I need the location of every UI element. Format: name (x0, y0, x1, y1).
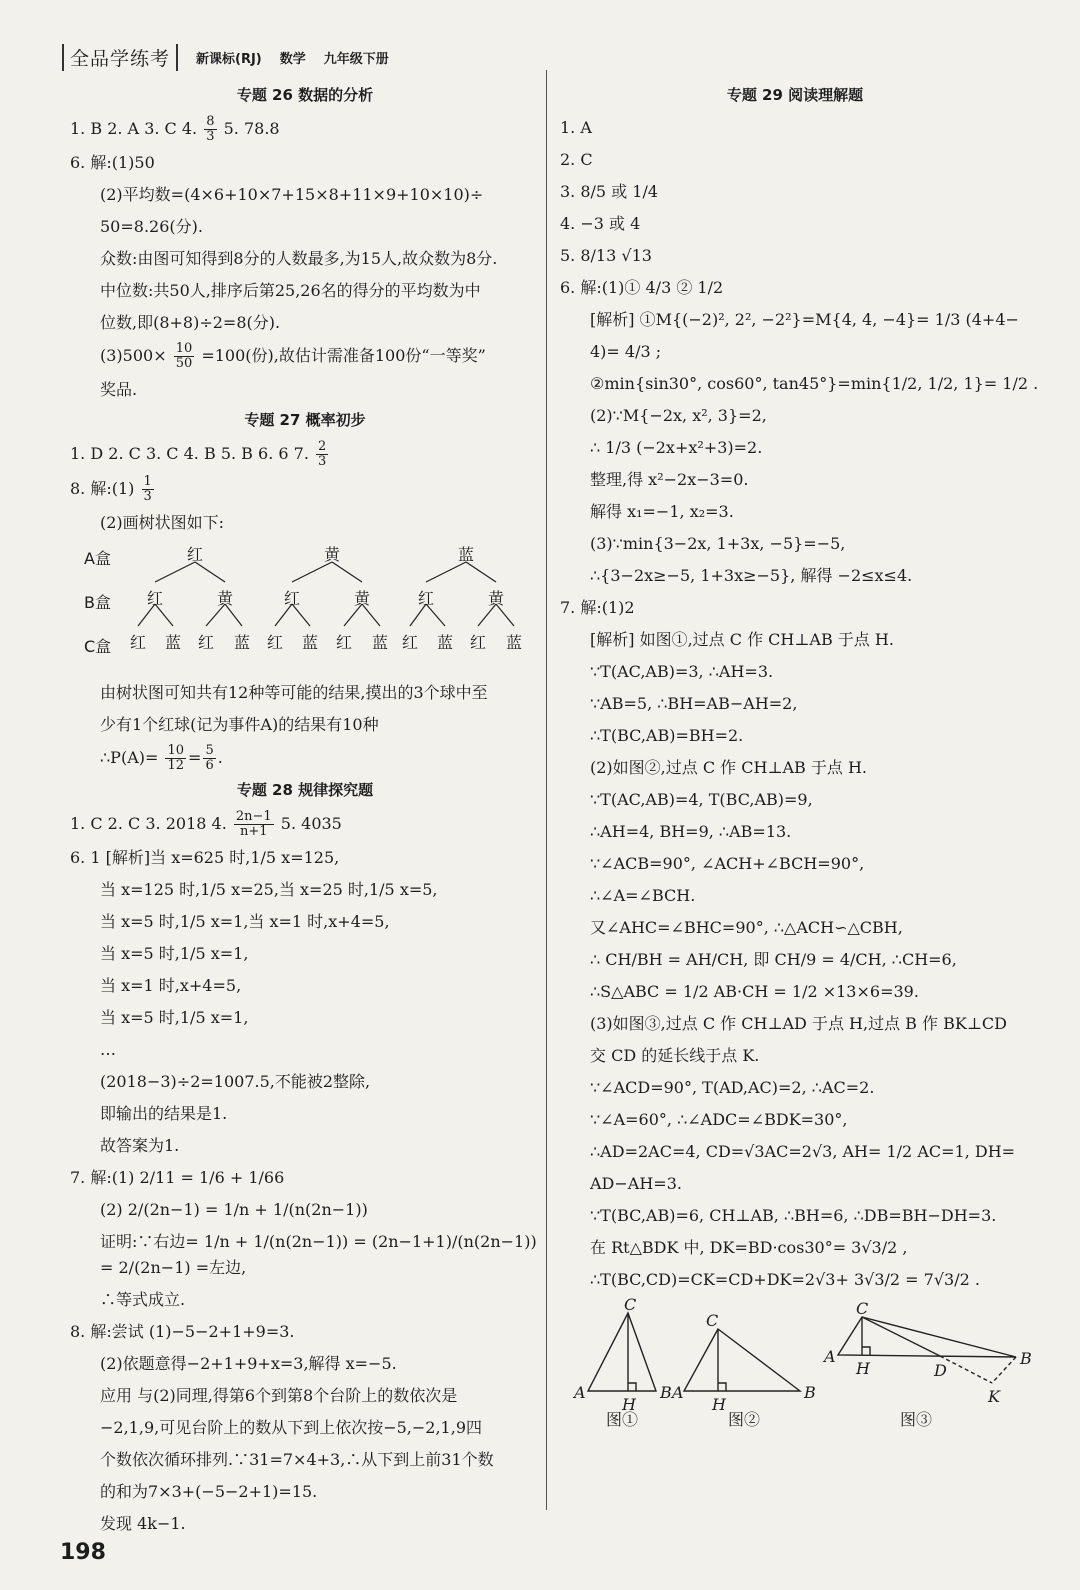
denominator: 3 (318, 454, 327, 469)
point-label: A (824, 1347, 836, 1366)
edition: 新课标(RJ) (196, 52, 262, 67)
answer-line (70, 342, 540, 371)
point-label: A (574, 1383, 586, 1402)
point-label: C (706, 1311, 719, 1330)
section-title-27: 专题 27 概率初步 (244, 411, 366, 429)
answer-line: 2. C (560, 150, 593, 169)
answer-line: (2018−3)÷2=1007.5,不能被2整除, (100, 1072, 371, 1091)
tree-node: 红 (336, 633, 353, 652)
figure-caption: 图③ (900, 1410, 933, 1429)
tree-node: 红 (402, 633, 419, 652)
answer-line (70, 810, 540, 839)
answer-line: 中位数:共50人,排序后第25,26名的得分的平均数为中 (100, 281, 481, 300)
answer-line (70, 440, 540, 469)
point-label: C (624, 1295, 637, 1314)
tree-node: 红 (284, 589, 301, 608)
tree-node: 红 (147, 589, 164, 608)
answer-line: ∴等式成立. (100, 1290, 186, 1309)
answer-line: ∵AB=5, ∴BH=AB−AH=2, (590, 694, 798, 713)
tree-label-box-c: C盒 (84, 637, 112, 656)
answer-text: (3)500× (100, 346, 167, 365)
tree-node: 黄 (324, 545, 341, 564)
answer-line: [解析] 如图①,过点 C 作 CH⊥AB 于点 H. (590, 630, 894, 649)
point-label: D (934, 1361, 947, 1380)
answer-text: 1. D 2. C 3. C 4. B 5. B 6. 6 7. (70, 444, 309, 463)
answer-line: 整理,得 x²−2x−3=0. (590, 470, 749, 489)
answer-line: (3)如图③,过点 C 作 CH⊥AD 于点 H,过点 B 作 BK⊥CD (590, 1014, 1007, 1033)
denominator: 12 (167, 758, 185, 773)
answer-text: 8. 解:(1) (70, 479, 135, 498)
answer-line: ∴T(BC,CD)=CK=CD+DK=2√3+ 3√3/2 = 7√3/2 . (590, 1270, 980, 1289)
numerator: 10 (175, 341, 193, 356)
column-divider (546, 70, 547, 1510)
point-label: H (622, 1395, 636, 1414)
answer-line: (3)∵min{3−2x, 1+3x, −5}=−5, (590, 534, 846, 553)
answer-line: ∴AH=4, BH=9, ∴AB=13. (590, 822, 792, 841)
answer-line: (2)画树状图如下: (100, 513, 225, 532)
tree-node: 红 (267, 633, 284, 652)
answer-line: (2)依题意得−2+1+9+x=3,解得 x=−5. (100, 1354, 397, 1373)
answer-line: 4)= 4/3 ; (590, 342, 662, 361)
answer-line: 当 x=5 时,1/5 x=1, (100, 944, 249, 963)
tree-node: 蓝 (234, 633, 251, 652)
answer-line (70, 115, 540, 144)
answer-line: ∴T(BC,AB)=BH=2. (590, 726, 744, 745)
answer-line: (2)∵M{−2x, x², 3}=2, (590, 406, 767, 425)
figure-caption: 图① (606, 1410, 639, 1429)
subject: 数学 (279, 52, 306, 67)
answer-text: 5. 78.8 (223, 119, 280, 138)
fraction (165, 744, 186, 773)
numerator: 5 (205, 743, 214, 758)
point-label: B (1020, 1349, 1032, 1368)
answer-line: ∴S△ABC = 1/2 AB·CH = 1/2 ×13×6=39. (590, 982, 919, 1001)
tree-node: 红 (418, 589, 435, 608)
answer-line: 6. 1 [解析]当 x=625 时,1/5 x=125, (70, 848, 340, 867)
answer-line: ∵T(AC,AB)=4, T(BC,AB)=9, (590, 790, 813, 809)
triangle-figures (560, 1295, 1032, 1429)
fraction (234, 810, 274, 839)
page-header (62, 44, 389, 71)
answer-line: 6. 解:(1)50 (70, 153, 155, 172)
answer-text: 5. 4035 (280, 814, 342, 833)
answer-line: 8. 解:尝试 (1)−5−2+1+9=3. (70, 1322, 295, 1341)
answer-text: 1. C 2. C 3. 2018 4. (70, 814, 227, 833)
tree-node: 蓝 (302, 633, 319, 652)
answer-line: ∵∠ACD=90°, T(AD,AC)=2, ∴AC=2. (590, 1078, 875, 1097)
tree-node: 蓝 (165, 633, 182, 652)
answer-line: 交 CD 的延长线于点 K. (590, 1046, 760, 1065)
point-label: K (988, 1387, 1000, 1406)
answer-line: 众数:由图可知得到8分的人数最多,为15人,故众数为8分. (100, 249, 498, 268)
tree-node: 黄 (217, 589, 234, 608)
left-column (70, 78, 540, 1543)
answer-line: 3. 8/5 或 1/4 (560, 182, 659, 201)
answer-line: 个数依次循环排列.∵31=7×4+3,∴从下到上前31个数 (100, 1450, 494, 1469)
tree-label-box-b: B盒 (84, 593, 111, 612)
numerator: 2n−1 (235, 809, 272, 824)
fraction (142, 475, 154, 504)
denominator: 3 (143, 489, 152, 504)
answer-line: 50=8.26(分). (100, 217, 203, 236)
numerator: 8 (206, 114, 215, 129)
fraction (204, 115, 216, 144)
answer-line: 奖品. (100, 380, 138, 399)
answer-line: 应用 与(2)同理,得第6个到第8个台阶上的数依次是 (100, 1386, 458, 1405)
tree-node: 红 (198, 633, 215, 652)
answer-line: 证明:∵右边= 1/n + 1/(n(2n−1)) = (2n−1+1)/(n(2n−1)) = 2/(2n−1) =左边, (100, 1232, 537, 1277)
answer-line: 当 x=5 时,1/5 x=1, (100, 1008, 249, 1027)
numerator: 10 (167, 743, 185, 758)
tree-node: 红 (470, 633, 487, 652)
denominator: 6 (205, 758, 214, 773)
tree-diagram (70, 542, 540, 678)
answer-line: ∵T(BC,AB)=6, CH⊥AB, ∴BH=6, ∴DB=BH−DH=3. (590, 1206, 997, 1225)
right-column (560, 78, 1039, 1429)
point-label: H (712, 1395, 726, 1414)
point-label: B (660, 1383, 672, 1402)
page-number: 198 (60, 1540, 106, 1565)
denominator: 50 (175, 356, 193, 371)
answer-line: ∴P(A)= $\frac{10}{12}$ = $\frac{5}{6}$ . (100, 743, 223, 773)
point-label: C (856, 1299, 869, 1318)
answer-line: ∴ 1/3 (−2x+x²+3)=2. (590, 438, 763, 457)
answer-line: 1. A (560, 118, 592, 137)
answer-line: 当 x=5 时,1/5 x=1,当 x=1 时,x+4=5, (100, 912, 390, 931)
section-title-28: 专题 28 规律探究题 (236, 781, 374, 799)
tree-node: 蓝 (372, 633, 389, 652)
tree-lines (70, 542, 523, 678)
answer-line: 4. −3 或 4 (560, 214, 641, 233)
answer-line: 发现 4k−1. (100, 1514, 186, 1533)
tree-node: 蓝 (437, 633, 454, 652)
tree-node: 蓝 (506, 633, 523, 652)
answer-line: 少有1个红球(记为事件A)的结果有10种 (100, 715, 379, 734)
answer-line: 6. 解:(1)① 4/3 ② 1/2 (560, 278, 724, 297)
answer-line: AD−AH=3. (590, 1174, 682, 1193)
answer-line: 故答案为1. (100, 1136, 180, 1155)
answer-line: 在 Rt△BDK 中, DK=BD·cos30°= 3√3/2 , (590, 1238, 908, 1257)
answer-line: 又∠AHC=∠BHC=90°, ∴△ACH∽△CBH, (590, 918, 903, 937)
answer-line: ∴AD=2AC=4, CD=√3AC=2√3, AH= 1/2 AC=1, DH= (590, 1142, 1016, 1161)
answer-line: 解得 x₁=−1, x₂=3. (590, 502, 734, 521)
answer-line: ∵∠ACB=90°, ∠ACH+∠BCH=90°, (590, 854, 865, 873)
answer-line: ∵∠A=60°, ∴∠ADC=∠BDK=30°, (590, 1110, 848, 1129)
answer-line: 5. 8/13 √13 (560, 246, 652, 265)
tree-node: 红 (130, 633, 147, 652)
answer-line: (2)如图②,过点 C 作 CH⊥AB 于点 H. (590, 758, 868, 777)
answer-line: 7. 解:(1)2 (560, 598, 635, 617)
numerator: 1 (143, 474, 152, 489)
answer-line: 即输出的结果是1. (100, 1104, 228, 1123)
numerator: 2 (318, 439, 327, 454)
section-title-26: 专题 26 数据的分析 (236, 86, 374, 104)
grade: 九年级下册 (323, 52, 389, 67)
tree-node: 蓝 (458, 545, 475, 564)
answer-line: 位数,即(8+8)÷2=8(分). (100, 313, 281, 332)
tree-label-box-a: A盒 (84, 549, 111, 568)
point-label: H (856, 1359, 870, 1378)
answer-text: ∴P(A)= (100, 748, 159, 767)
fraction (316, 440, 328, 469)
brand-title: 全品学练考 (62, 44, 178, 71)
answer-line: [解析] ①M{(−2)², 2², −2²}=M{4, 4, −4}= 1/3 (4+4− (590, 310, 1019, 329)
point-label: B (804, 1383, 816, 1402)
answer-line: −2,1,9,可见台阶上的数从下到上依次按−5,−2,1,9四 (100, 1418, 482, 1437)
answer-line: ∴ CH/BH = AH/CH, 即 CH/9 = 4/CH, ∴CH=6, (590, 950, 957, 969)
fraction (203, 744, 215, 773)
answer-line: ∴∠A=∠BCH. (590, 886, 696, 905)
answer-line: 当 x=1 时,x+4=5, (100, 976, 242, 995)
denominator: n+1 (240, 824, 268, 839)
answer-line: (2) 2/(2n−1) = 1/n + 1/(n(2n−1)) (100, 1200, 368, 1219)
section-title-29: 专题 29 阅读理解题 (726, 86, 864, 104)
answer-line: 的和为7×3+(−5−2+1)=15. (100, 1482, 318, 1501)
answer-line: ∴{3−2x≥−5, 1+3x≥−5}, 解得 −2≤x≤4. (590, 566, 913, 585)
answer-line (70, 475, 540, 504)
answer-line: ②min{sin30°, cos60°, tan45°}=min{1/2, 1/2, 1}= 1/2 . (590, 374, 1039, 393)
answer-line: ∵T(AC,AB)=3, ∴AH=3. (590, 662, 774, 681)
answer-line: 当 x=125 时,1/5 x=25,当 x=25 时,1/5 x=5, (100, 880, 438, 899)
answer-line: 由树状图可知共有12种等可能的结果,摸出的3个球中至 (100, 683, 488, 702)
point-label: A (672, 1383, 684, 1402)
answer-line: (2)平均数=(4×6+10×7+15×8+11×9+10×10)÷ (100, 185, 484, 204)
fraction (174, 342, 195, 371)
denominator: 3 (206, 129, 215, 144)
tree-node: 黄 (354, 589, 371, 608)
tree-node: 黄 (488, 589, 505, 608)
tree-node: 红 (187, 545, 204, 564)
answer-text: =100(份),故估计需准备100份“一等奖” (201, 346, 486, 365)
answer-line: … (100, 1040, 116, 1059)
answer-line: 7. 解:(1) 2/11 = 1/6 + 1/66 (70, 1168, 285, 1187)
answer-text: 1. B 2. A 3. C 4. (70, 119, 198, 138)
figure-caption: 图② (728, 1410, 761, 1429)
